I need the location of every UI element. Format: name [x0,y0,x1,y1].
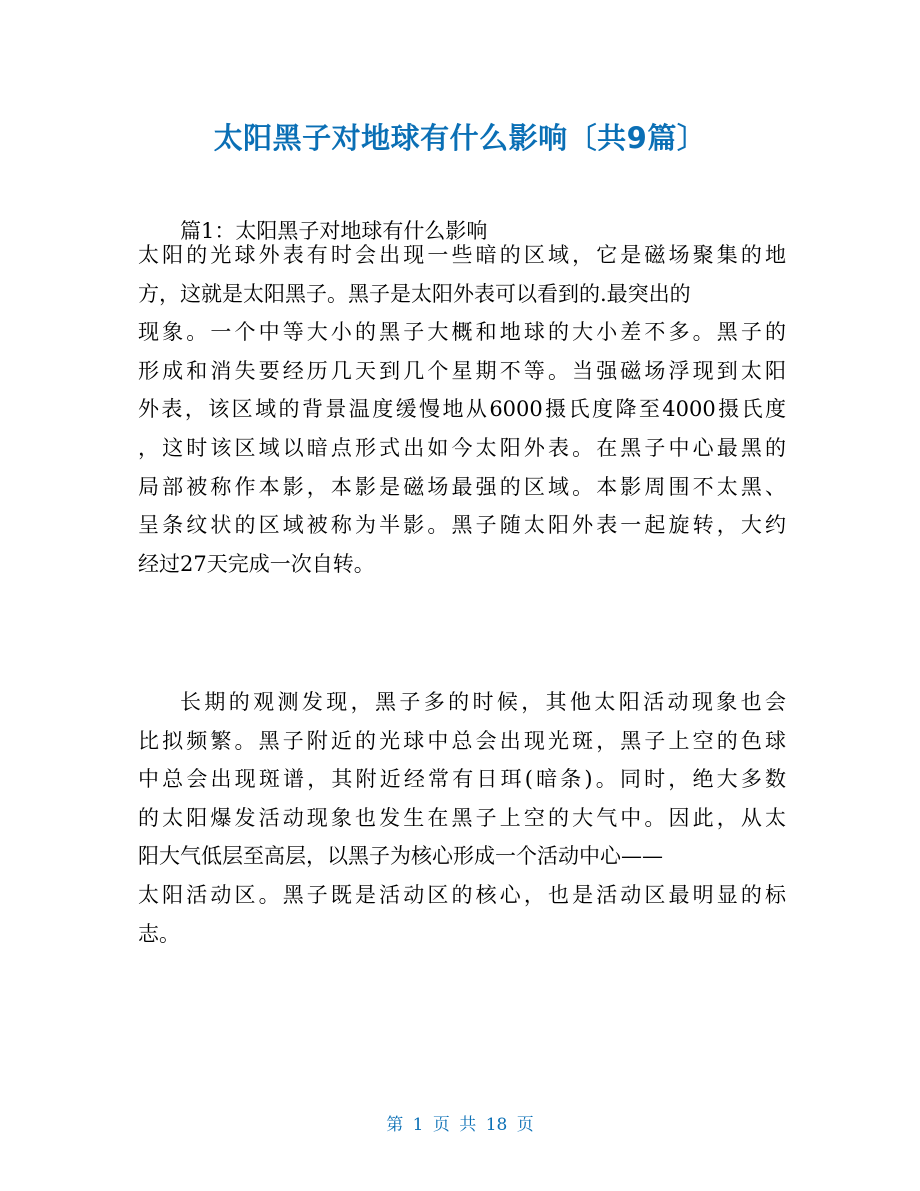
paragraph-line: 方，这就是太阳黑子。黑子是太阳外表可以看到的.最突出的 [138,281,691,306]
paragraph-line: 的太阳爆发活动现象也发生在黑子上空的大气中。因此，从太 [138,805,786,830]
paragraph-line: 比拟频繁。黑子附近的光球中总会出现光斑，黑子上空的色球 [138,728,786,753]
page-indicator: 第 1 页 共 18 页 [386,1115,534,1135]
paragraph-line: 呈条纹状的区域被称为半影。黑子随太阳外表一起旋转，大约 [138,513,786,538]
paragraph-line: 形成和消失要经历几天到几个星期不等。当强磁场浮现到太阳 [138,358,786,383]
paragraph-line: 志。 [138,921,180,946]
paragraph-line: ，这时该区域以暗点形式出如今太阳外表。在黑子中心最黑的 [138,435,786,460]
document-title: 太阳黑子对地球有什么影响〔共9篇〕 [213,121,707,155]
paragraph-1 [138,236,786,583]
paragraph-line: 现象。一个中等大小的黑子大概和地球的大小差不多。黑子的 [138,320,786,345]
paragraph-line: 局部被称作本影，本影是磁场最强的区域。本影周围不太黑、 [138,474,786,499]
paragraph-line: 中总会出现斑谱，其附近经常有日珥(暗条)。同时，绝大多数 [138,767,786,792]
paragraph-line: 太阳活动区。黑子既是活动区的核心，也是活动区最明显的标 [138,882,786,907]
section-heading: 篇1：太阳黑子对地球有什么影响 [180,219,488,243]
paragraph-line: 经过27天完成一次自转。 [138,551,375,576]
paragraph-line: 长期的观测发现，黑子多的时候，其他太阳活动现象也会 [180,690,786,714]
paragraph-2 [138,683,786,953]
paragraph-line: 阳大气低层至高层，以黑子为核心形成一个活动中心—— [138,844,663,869]
paragraph-line: 外表，该区域的背景温度缓慢地从6000摄氏度降至4000摄氏度 [138,397,786,422]
paragraph-line: 太阳的光球外表有时会出现一些暗的区域，它是磁场聚集的地 [138,243,786,267]
